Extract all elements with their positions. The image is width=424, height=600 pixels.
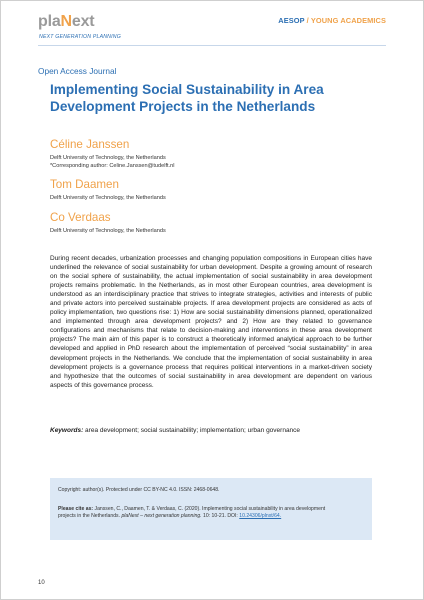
citation-journal: plaNext – next generation planning.: [121, 513, 202, 520]
journal-logo: [38, 13, 121, 40]
citation-volume: 10: 10-21. DOI:: [203, 513, 238, 520]
logo-wordmark: [38, 13, 94, 31]
doi-link[interactable]: 10.24306/plnxt/64.: [239, 513, 282, 520]
journal-tag-separator: /: [306, 16, 309, 25]
keywords-list: area development; social sustainability; implementation; urban governance: [85, 427, 301, 434]
logo-suffix: ext: [71, 13, 95, 30]
author-1: [50, 138, 370, 170]
author-3: [50, 211, 370, 235]
citation: [58, 506, 328, 520]
abstract-text: During recent decades, urbanization processes and changing population compositions in European cities have underlined the relevance of social sustainability for urban development. Despite a growing amount of research on the social sphere of sustainability, the actual implementation of social sustainability in area development projects remains problematic. In the Netherlands, as in most other European countries, area development is understood as an interdisciplinary practice that strives to integrate strategies, activities and interests of public and private actors into perceived sustainable projects. If area development projects are considered as acts of policy implementation, two questions rise: 1) How are social sustainability dimensions planned, operationalized and implemented through area development projects? and 2) How are they related to governance configurations and mechanisms that relate to decision-making and interventions in these area development projects? The main aim of this paper is to construct a theoretically informed analytical approach to be further developed and applied in PhD research about the implementation of perceived “social sustainability” in area development projects in the Netherlands. We conclude that the implementation of social sustainability in area development projects is a governance process that requires political interventions in a market-driven society and hypothesize that the outcomes of social sustainability in area development are dependent on various aspects of this governance process.: [50, 255, 372, 389]
journal-tag-left: AESOP: [278, 16, 305, 25]
open-access-label: Open Access Journal: [38, 66, 117, 76]
citation-text: Janssen, C., Daamen, T. & Verdaas, C. (2020). Implementing social sustainability in area development projects in the Netherlands.: [58, 506, 326, 520]
article-title: Implementing Social Sustainability in Area Development Projects in the Netherlands: [50, 82, 324, 114]
journal-tag: [278, 16, 386, 25]
corresponding-author-note: *Corresponding author: Celine.Janssen@tudelft.nl: [50, 163, 175, 169]
header-divider: [38, 45, 386, 46]
author-name: Tom Daamen: [50, 178, 119, 191]
author-affiliation: Delft University of Technology, the Netherlands: [50, 155, 166, 161]
author-name: Co Verdaas: [50, 211, 111, 224]
logo-mark: N: [60, 13, 72, 30]
author-affiliation: Delft University of Technology, the Netherlands: [50, 195, 166, 201]
citation-box: [50, 478, 372, 540]
copyright-notice: Copyright: author(s). Protected under CC BY-NC 4.0. ISSN: 2468-0648.: [58, 487, 220, 493]
keywords-label: Keywords:: [50, 427, 84, 434]
author-name: Céline Janssen: [50, 138, 130, 151]
author-affiliation: Delft University of Technology, the Netherlands: [50, 228, 166, 234]
logo-prefix: pla: [38, 13, 61, 30]
page-number: 10: [38, 580, 45, 586]
logo-tagline: NEXT GENERATION PLANNING: [39, 34, 121, 40]
keywords: [50, 427, 372, 434]
citation-label: Please cite as:: [58, 506, 94, 512]
journal-tag-right: YOUNG ACADEMICS: [310, 16, 386, 25]
author-2: [50, 178, 370, 202]
